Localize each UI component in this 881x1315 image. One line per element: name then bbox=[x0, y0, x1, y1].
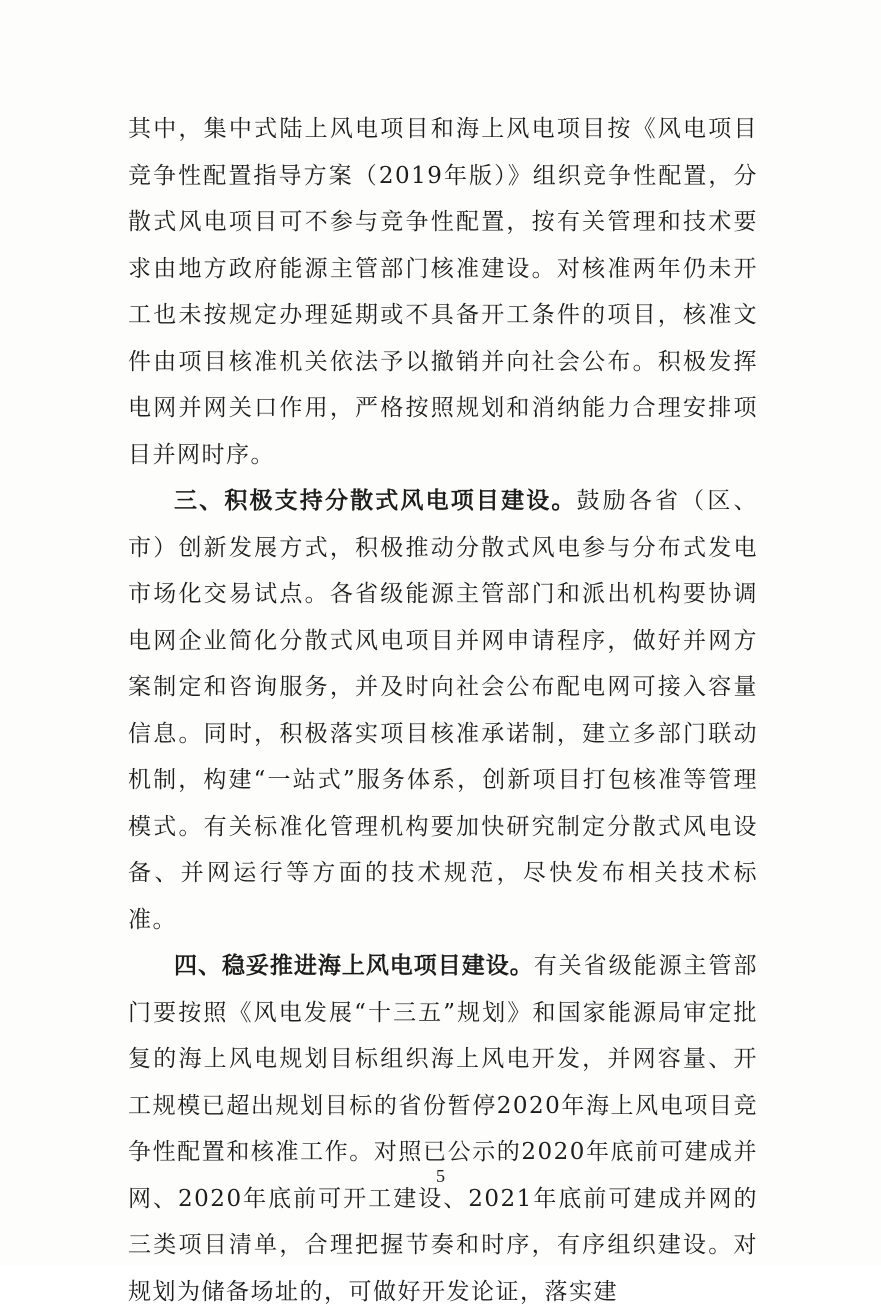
paragraph-text: 鼓励各省（区、市）创新发展方式，积极推动分散式风电参与分布式发电市场化交易试点。各省级能源主管部门和派出机构要协调电网企业简化分散式风电项目并网申请程序，做好并网方案制定和咨询服务，并及时向社会公布配电网可接入容量信息。同时，积极落实项目核准承诺制，建立多部门联动机制，构建“一站式”服务体系，创新项目打包核准等管理模式。有关标准化管理机构要加快研究制定分散式风电设备、并网运行等方面的技术规范，尽快发布相关技术标准。 bbox=[128, 488, 759, 933]
paragraph-text: 其中，集中式陆上风电项目和海上风电项目按《风电项目竞争性配置指导方案（2019年版）》组织竞争性配置，分散式风电项目可不参与竞争性配置，按有关管理和技术要求由地方政府能源主管部门核准建设。对核准两年仍未开工也未按规定办理延期或不具备开工条件的项目，核准文件由项目核准机关依法予以撤销并向社会公布。积极发挥电网并网关口作用，严格按照规划和消纳能力合理安排项目并网时序。 bbox=[128, 116, 758, 468]
paragraph-section-three bbox=[128, 478, 758, 943]
section-heading: 四、稳妥推进海上风电项目建设。 bbox=[174, 953, 534, 979]
paragraph-continuation bbox=[128, 106, 758, 478]
section-heading: 三、积极支持分散式风电项目建设。 bbox=[174, 488, 577, 514]
document-body bbox=[128, 106, 758, 1315]
page-number: 5 bbox=[436, 1166, 445, 1186]
paragraph-section-four bbox=[128, 943, 758, 1315]
paragraph-text: 有关省级能源主管部门要按照《风电发展“十三五”规划》和国家能源局审定批复的海上风电规划目标组织海上风电开发，并网容量、开工规模已超出规划目标的省份暂停2020年海上风电项目竞争性配置和核准工作。对照已公示的2020年底前可建成并网、2020年底前可开工建设、2021年底前可建成并网的三类项目清单，合理把握节奏和时序，有序组织建设。对规划为储备场址的，可做好开发论证，落实建 bbox=[128, 953, 759, 1305]
